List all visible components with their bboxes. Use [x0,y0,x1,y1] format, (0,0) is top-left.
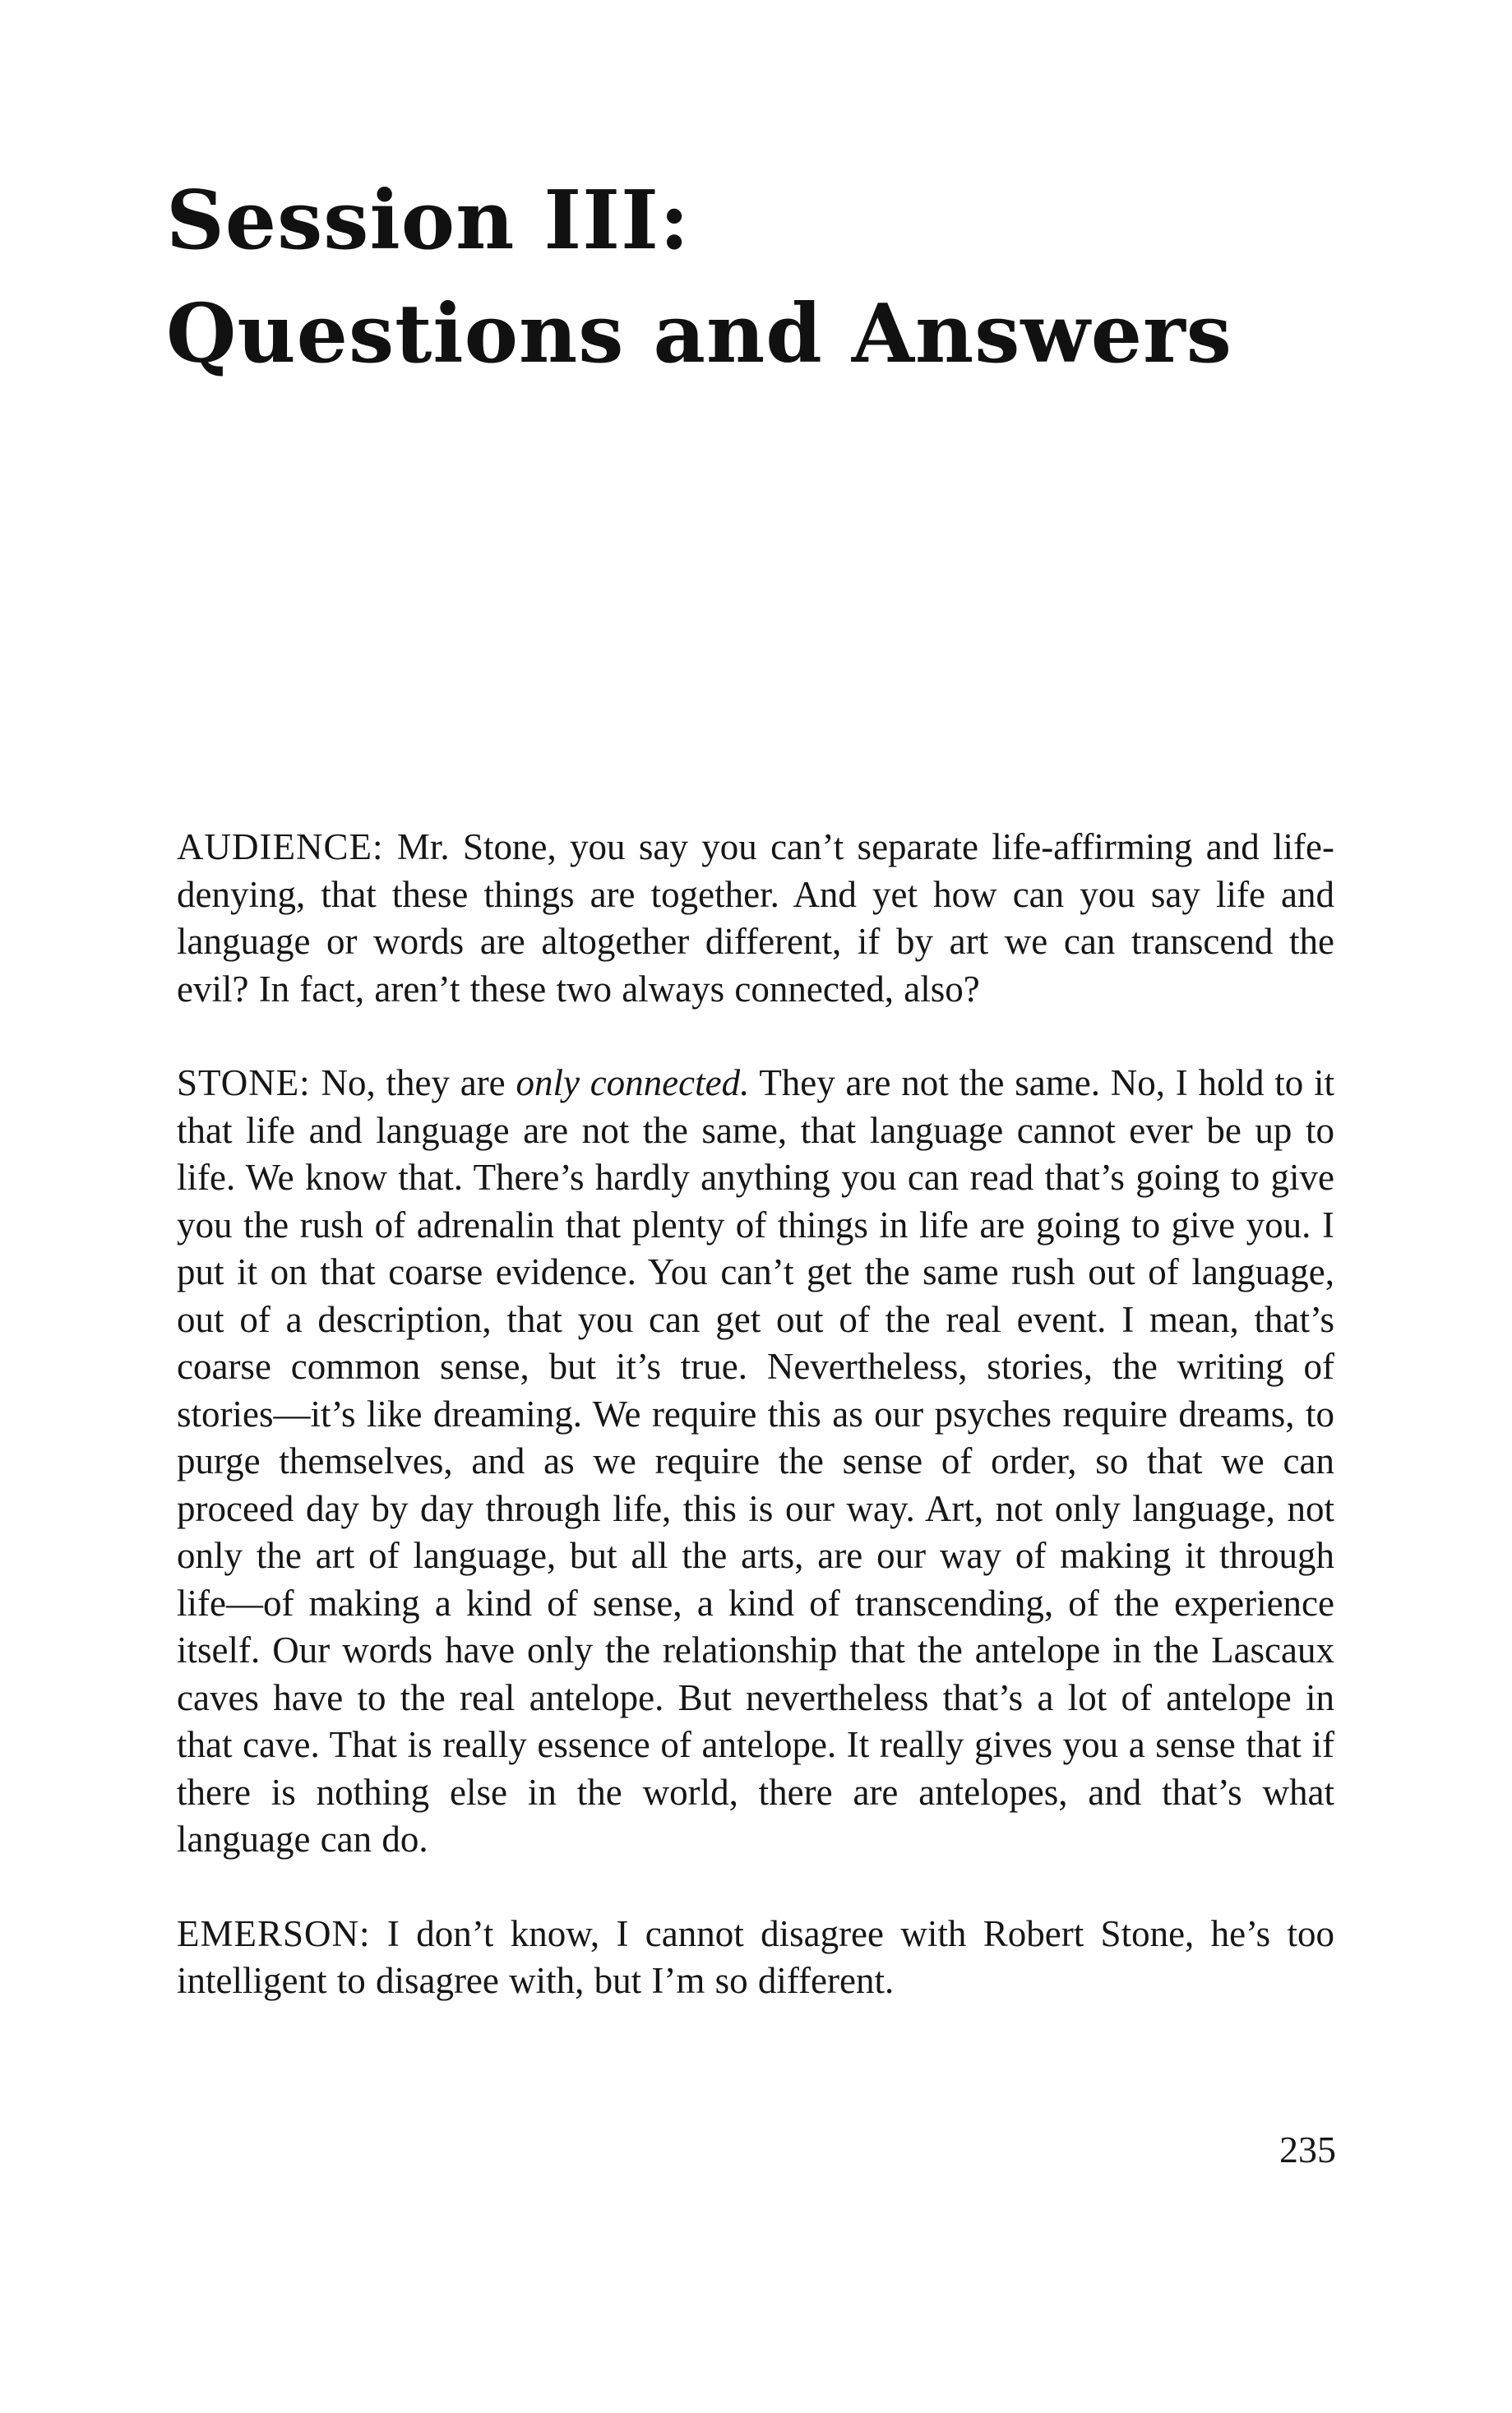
stone-answer-text-after: They are not the same. No, I hold to it that life and language are not the same, that language cannot ever be up to life. We know that. There’s hardly anything you can read that’s going to give you the rush of adrenalin that plenty of things in life are going to give you. I put it on that coarse evidence. You can’t get the same rush out of language, out of a description, that you can get out of the real event. I mean, that’s coarse common sense, but it’s true. Nevertheless, stories, the writing of stories—it’s like dreaming. We require this as our psyches require dreams, to purge themselves, and as we require the sense of order, so that we can proceed day by day through life, this is our way. Art, not only language, not only the art of language, but all the arts, are our way of making it through life—of making a kind of sense, a kind of transcending, of the experience itself. Our words have only the relationship that the antelope in the Lascaux caves have to the real antelope. But nevertheless that’s a lot of antelope in that cave. That is really essence of antelope. It really gives you a sense that if there is nothing else in the world, there are antelopes, and that’s what language can do. [177,1062,1335,1860]
stone-answer-emphasis: only connected. [516,1062,750,1103]
emerson-answer-text: I don’t know, I cannot disagree with Robert Stone, he’s too intelligent to disagree with, but I’m so different. [177,1912,1335,2001]
emerson-answer [177,1911,1334,2005]
transcript-body [177,824,1334,2052]
session-title-line-1: Session III: [166,173,691,268]
session-title-line-2: Questions and Answers [166,287,1232,381]
audience-question-text: Mr. Stone, you say you can’t separate life-affirming and life-denying, that these things are together. And yet how can you say life and language or words are altogether different, if by art we can transcend the evil? In fact, aren’t these two always connected, also? [177,826,1335,1010]
stone-answer [177,1060,1334,1864]
speaker-label-emerson: EMERSON: [177,1912,371,1954]
speaker-label-stone: STONE: [177,1062,311,1103]
stone-answer-text-before: No, they are [321,1062,506,1103]
audience-question [177,824,1334,1013]
session-title [166,164,1232,391]
page-number: 235 [1279,2129,1336,2170]
speaker-label-audience: AUDIENCE: [177,826,384,867]
